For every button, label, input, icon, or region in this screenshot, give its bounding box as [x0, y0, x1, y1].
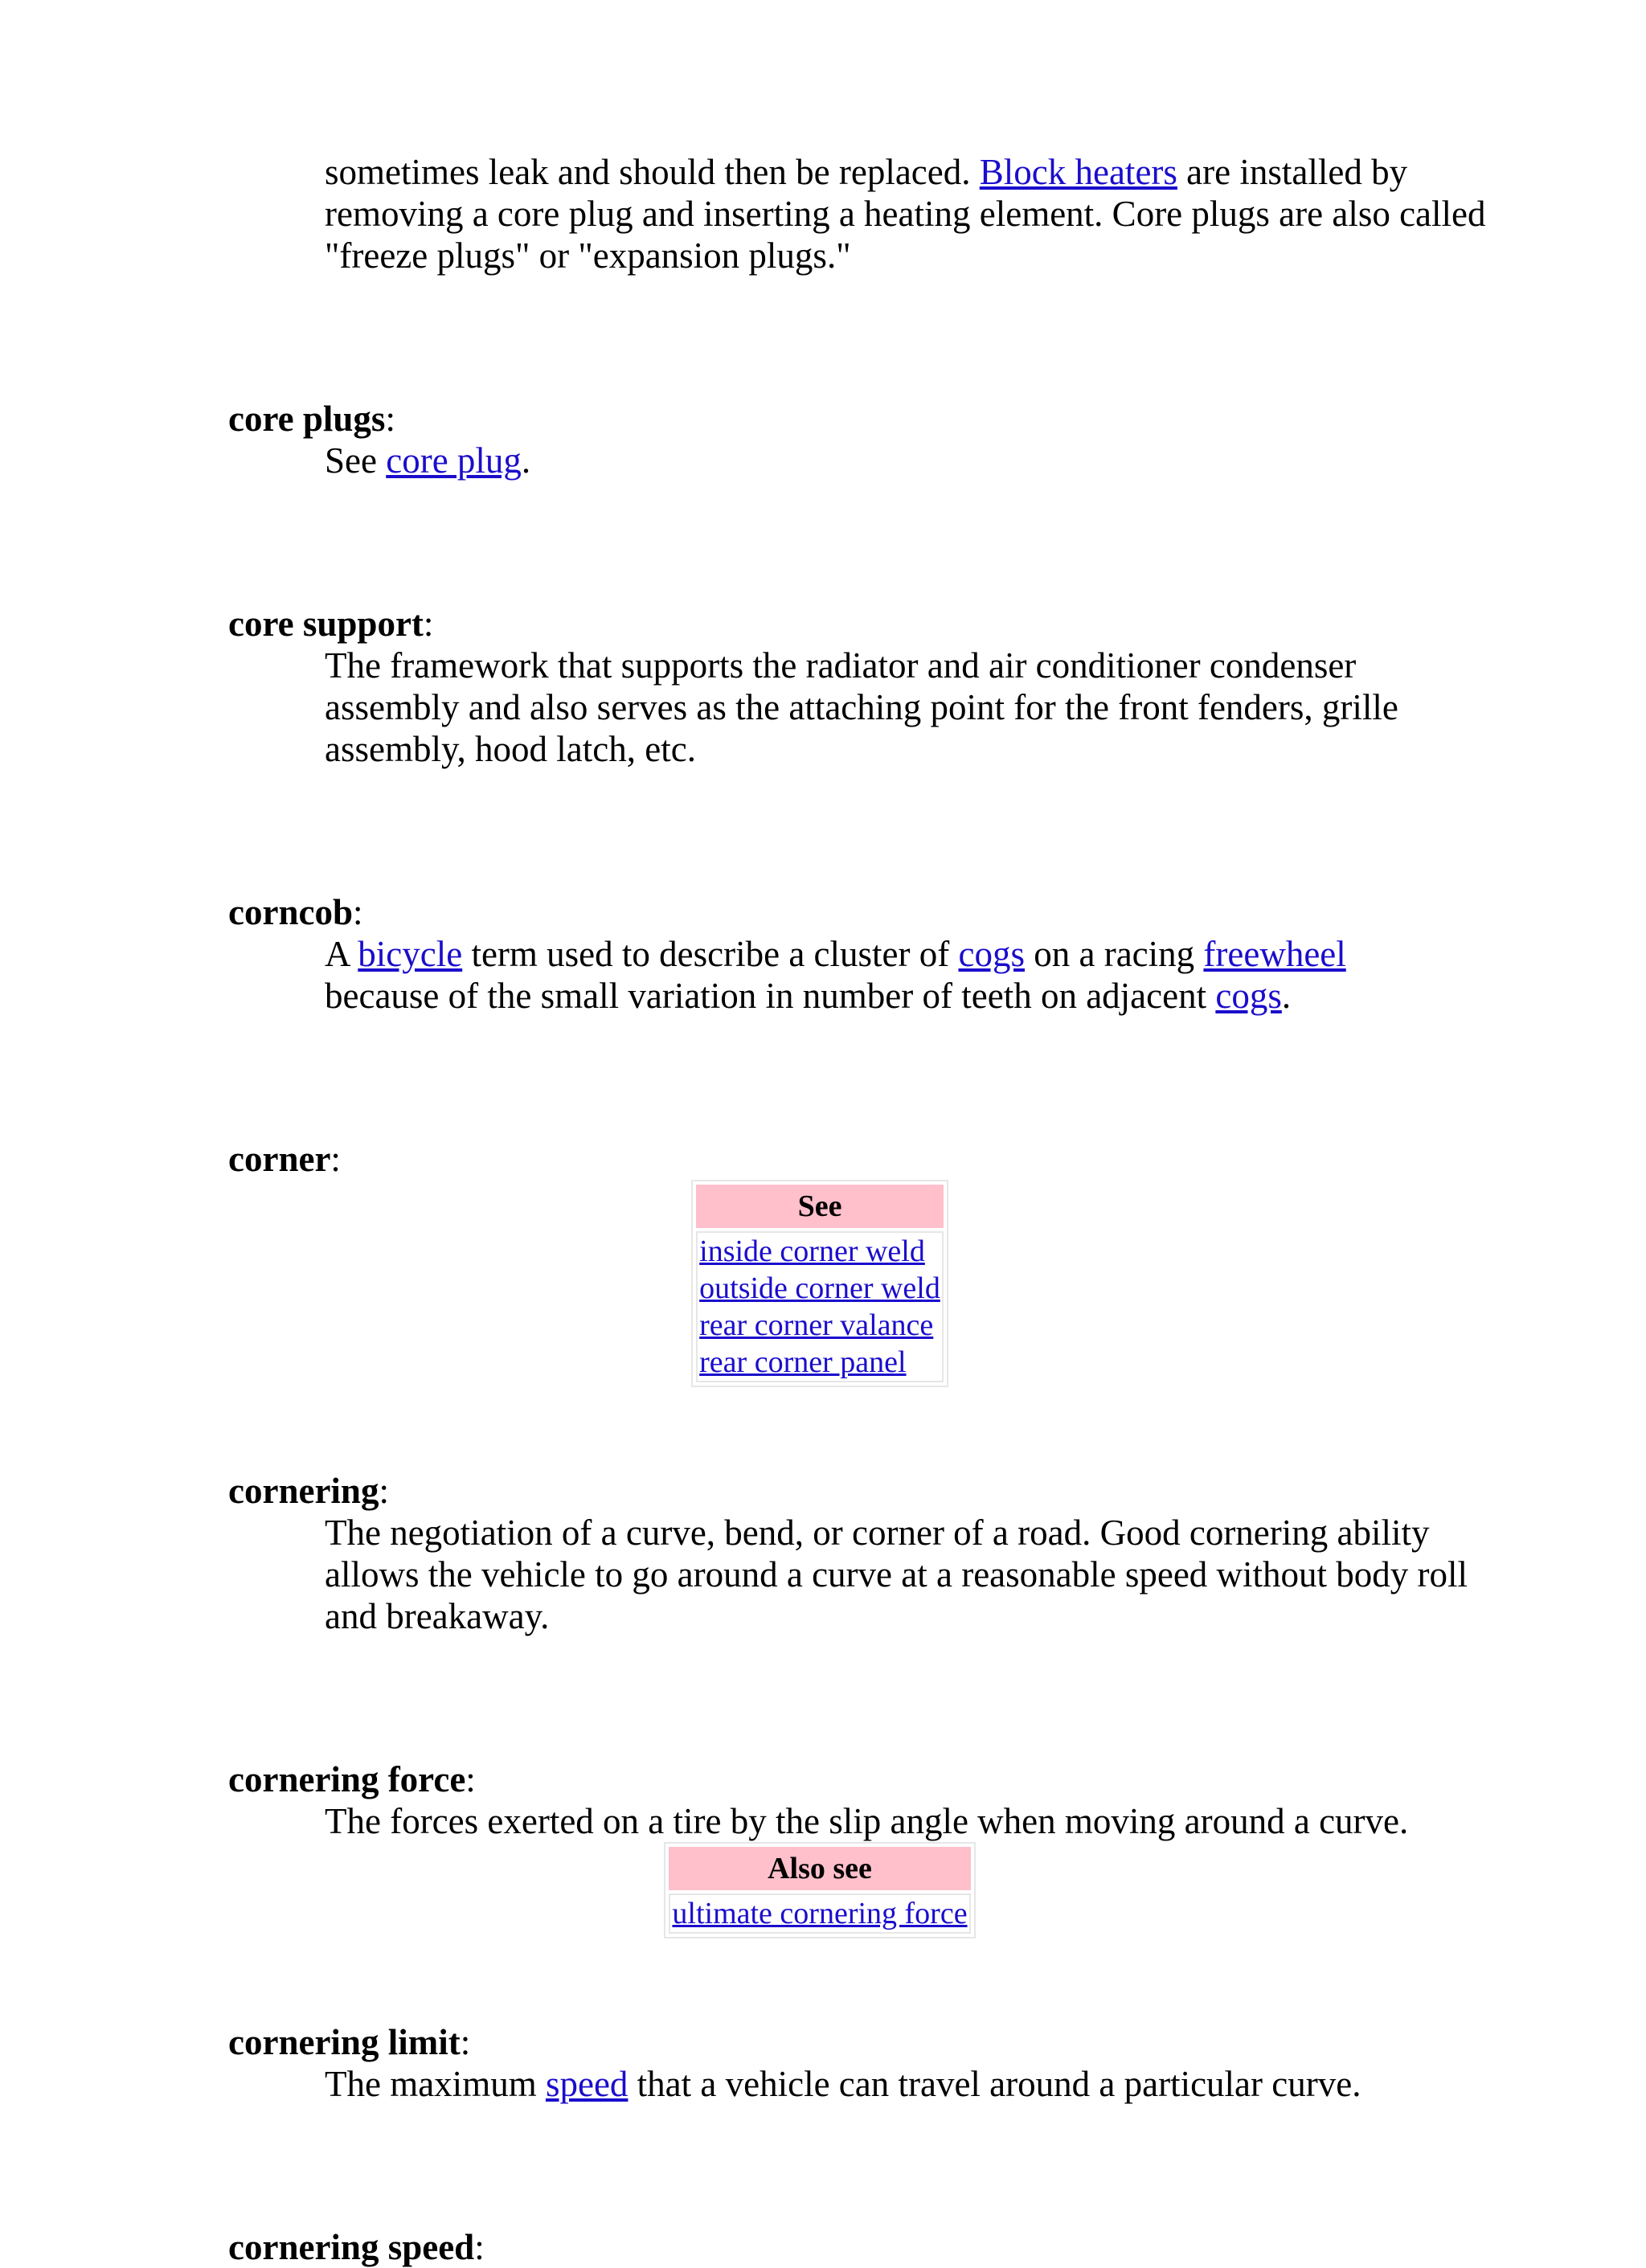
term-cornering-force	[228, 1758, 1514, 1800]
definition-text: term used to describe a cluster of	[462, 934, 959, 974]
cornering-force-definition: The forces exerted on a tire by the slip angle when moving around a curve.	[325, 1801, 1409, 1841]
also-see-box-header: Also see	[669, 1847, 970, 1890]
see-box	[691, 1180, 948, 1387]
term-cornering-limit	[228, 2021, 1514, 2063]
term-title: cornering force	[228, 1759, 466, 1799]
cogs-link[interactable]: cogs	[958, 934, 1025, 974]
outside-corner-weld-link[interactable]: outside corner weld	[699, 1271, 940, 1305]
core-plugs-definition	[325, 440, 1498, 481]
term-corncob	[228, 891, 1514, 933]
also-see-box-links	[669, 1893, 970, 1934]
term-colon: :	[385, 399, 395, 439]
definition-text: on a racing	[1024, 934, 1204, 974]
core-plug-link[interactable]: core plug	[386, 440, 522, 481]
term-title: corncob	[228, 892, 353, 932]
rear-corner-panel-link[interactable]: rear corner panel	[699, 1345, 907, 1379]
definition-text: because of the small variation in number of teeth on adjacent	[325, 976, 1216, 1016]
freewheel-link[interactable]: freewheel	[1203, 934, 1346, 974]
term-title: core support	[228, 604, 424, 644]
speed-link[interactable]: speed	[545, 2064, 629, 2104]
definition-text: The maximum	[325, 2064, 546, 2104]
term-colon: :	[465, 1759, 476, 1799]
definition-text: are installed by removing a core plug and inserting a heating element. Core plugs are also called "freeze plugs" or "expansion plugs."	[325, 152, 1486, 276]
core-plug-definition	[325, 151, 1498, 276]
see-box-wrapper	[228, 1180, 1411, 1387]
term-colon: :	[352, 892, 363, 932]
term-title: corner	[228, 1139, 331, 1179]
term-title: cornering	[228, 1471, 379, 1511]
see-box-header: See	[696, 1185, 944, 1228]
bicycle-link[interactable]: bicycle	[358, 934, 463, 974]
also-see-box	[664, 1842, 975, 1938]
term-cornering	[228, 1470, 1514, 1512]
definition-text: .	[521, 440, 531, 481]
term-colon: :	[379, 1471, 389, 1511]
term-colon: :	[460, 2022, 471, 2062]
also-see-box-wrapper	[228, 1842, 1411, 1938]
term-title: cornering limit	[228, 2022, 461, 2062]
term-core-support	[228, 603, 1514, 645]
cornering-limit-definition	[325, 2063, 1498, 2105]
block-heaters-link[interactable]: Block heaters	[979, 152, 1177, 192]
corncob-definition	[325, 933, 1498, 1017]
see-box-links	[696, 1231, 944, 1382]
ultimate-cornering-force-link[interactable]: ultimate cornering force	[672, 1897, 968, 1930]
term-title: cornering speed	[228, 2227, 475, 2267]
cogs-link-2[interactable]: cogs	[1215, 976, 1282, 1016]
core-support-definition: The framework that supports the radiator and air conditioner condenser assembly and also serves as the attaching point for the front fenders, grille assembly, hood latch, etc.	[325, 645, 1398, 769]
term-colon: :	[330, 1139, 341, 1179]
term-colon: :	[474, 2227, 485, 2267]
inside-corner-weld-link[interactable]: inside corner weld	[699, 1234, 925, 1268]
rear-corner-valance-link[interactable]: rear corner valance	[699, 1308, 934, 1342]
term-corner	[228, 1138, 1514, 1180]
glossary-page	[228, 151, 1514, 2268]
definition-text: sometimes leak and should then be replaced.	[325, 152, 980, 192]
cornering-definition: The negotiation of a curve, bend, or corner of a road. Good cornering ability allows the vehicle to go around a curve at a reasonable speed without body roll and breakaway.	[325, 1513, 1468, 1636]
definition-text: A	[325, 934, 358, 974]
definition-text: that a vehicle can travel around a particular curve.	[628, 2064, 1361, 2104]
definition-text: .	[1281, 976, 1292, 1016]
definition-text: See	[325, 440, 387, 481]
term-title: core plugs	[228, 399, 386, 439]
term-cornering-speed	[228, 2226, 1514, 2268]
term-colon: :	[423, 604, 434, 644]
term-core-plugs	[228, 398, 1514, 440]
